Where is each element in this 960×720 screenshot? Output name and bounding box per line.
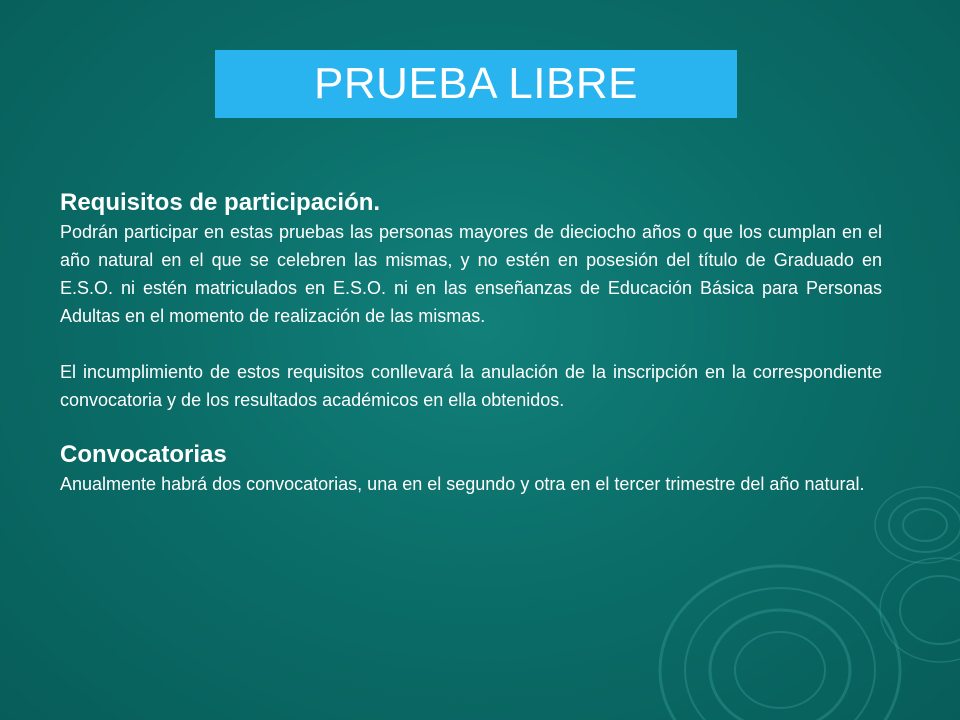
title-banner [215,50,737,118]
section-heading-requisitos: Requisitos de participación. [60,189,381,216]
paragraph-convocatorias-1: Anualmente habrá dos convocatorias, una en el segundo y otra en el tercer trimestre del año natural. [60,474,865,494]
paragraph-requisitos-2: El incumplimiento de estos requisitos conllevará la anulación de la inscripción en la correspondiente convocatoria y de los resultados académicos en ella obtenidos. [60,362,882,410]
paragraph-requisitos-1: Podrán participar en estas pruebas las personas mayores de dieciocho años o que los cumplan en el año natural en el que se celebren las mismas, y no estén en posesión del título de Graduado en E.S.O. ni estén matriculados en E.S.O. ni en las enseñanzas de Educación Básica para Personas Adultas en el momento de realización de las mismas. [60,222,882,326]
page-title: PRUEBA LIBRE [314,59,638,108]
section-heading-convocatorias: Convocatorias [60,441,227,468]
content-body [60,188,882,498]
